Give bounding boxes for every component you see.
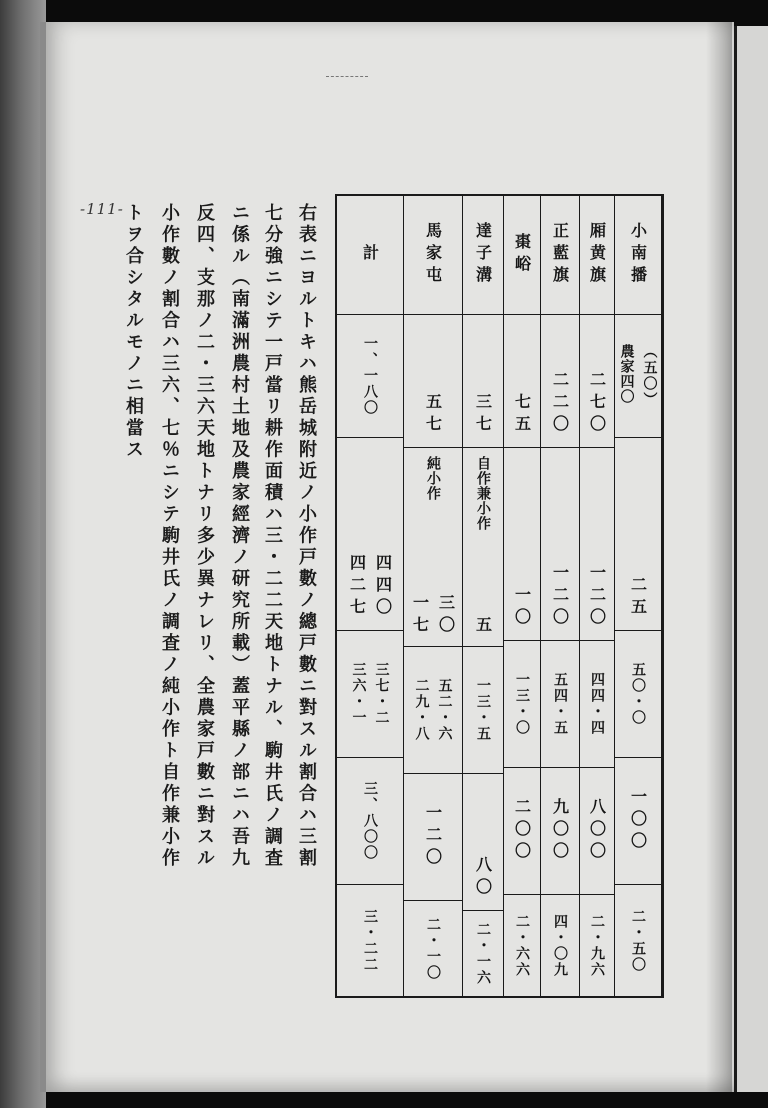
table-cell: 五〇・〇: [615, 631, 661, 758]
table-cell: （五〇） 農家四〇: [615, 315, 661, 438]
table-cell: 二〇〇: [504, 768, 540, 895]
table-cell: 二七〇: [580, 315, 614, 448]
next-page-edge: [734, 26, 768, 1092]
table-cell: 三・二二: [362, 908, 378, 973]
table-cell: 七五: [504, 315, 540, 448]
table-cell: 三七: [463, 315, 503, 448]
table-cell: 九〇〇: [541, 768, 579, 895]
table-cell: 二二〇: [541, 315, 579, 448]
table-column-total: [337, 196, 403, 996]
table-column-xianghuangqi: [579, 196, 614, 996]
table-column-zhenglanqi: [540, 196, 579, 996]
category-note: 自作兼小作: [475, 456, 491, 531]
page-number: -111-: [80, 200, 124, 218]
body-text-line-6: トヲ合シタルモノニ相當ス: [123, 203, 144, 461]
table-cell: 四四・四: [580, 641, 614, 768]
table-cell: 三、八〇〇: [337, 758, 403, 885]
body-text-line-4: 反四、支那ノ二・三六天地トナリ多少異ナレリ、全農家戸數ニ對スル: [194, 203, 215, 870]
table-cell: 一二〇: [580, 448, 614, 641]
table-cell: 五二・六 二九・八: [404, 647, 462, 774]
table-cell: 四四〇 四二七: [337, 438, 403, 631]
body-text-line-5: 小作數ノ割合ハ三六、七％ニシテ駒井氏ノ調査ノ純小作ト自作兼小作: [159, 203, 180, 870]
table-header-cell: 計: [337, 196, 403, 315]
table-cell: 一〇〇: [615, 758, 661, 885]
body-text-line-1: 右表ニヨルトキハ熊岳城附近ノ小作戸數ノ總戸數ニ對スル割合ハ三割: [296, 203, 317, 870]
category-note: 純小作: [425, 456, 441, 501]
body-text-line-2: 七分強ニシテ一戸當リ耕作面積ハ三・二二天地トナル、駒井氏ノ調査: [262, 203, 283, 870]
table-cell: 四・〇九: [552, 913, 568, 978]
table-cell: 八〇〇: [580, 768, 614, 895]
body-text-line-3: ニ係ル（南滿洲農村土地及農家經濟ノ研究所載）蓋平縣ノ部ニハ吾九: [229, 203, 250, 870]
table-cell: 二・九六: [589, 913, 605, 978]
table-header-cell: 厢黄旗: [580, 196, 614, 315]
table-cell: 二・一〇: [425, 916, 441, 981]
gutter-shadow: [706, 22, 732, 1092]
table-cell: 二・一六: [475, 921, 491, 986]
table-cell: 一二〇: [404, 774, 462, 901]
table-column-zaoyu: [503, 196, 540, 996]
table-header-cell: 達子溝: [463, 196, 503, 315]
table-header-cell: 正藍旗: [541, 196, 579, 315]
table-cell: 一三・〇: [504, 641, 540, 768]
table-cell: 一二〇: [541, 448, 579, 641]
table-cell: 一、一八〇: [337, 315, 403, 438]
tenancy-table: [335, 194, 664, 998]
table-header-cell: 小南播: [615, 196, 661, 315]
table-cell: 五七: [404, 315, 462, 448]
table-cell: 純小作 三〇 一七: [404, 448, 462, 647]
table-header-cell: 馬家屯: [404, 196, 462, 315]
table-cell: 二五: [615, 438, 661, 631]
table-column-dazigou: [462, 196, 503, 996]
table-cell: 一〇: [504, 448, 540, 641]
table-cell: 二・五〇: [630, 908, 646, 973]
table-column-majiatun: [403, 196, 462, 996]
table-column-xiaonanbo: [614, 196, 661, 996]
table-cell: 八〇: [463, 774, 503, 911]
table-header-cell: 棗峪: [504, 196, 540, 315]
table-cell: 五四・五: [541, 641, 579, 768]
table-cell: 一三・五: [463, 647, 503, 774]
page-mark: [326, 76, 368, 78]
table-cell: 自作兼小作 五: [463, 448, 503, 647]
table-cell: 二・六六: [514, 913, 530, 978]
table-cell: 三七・二 三六・一: [337, 631, 403, 758]
